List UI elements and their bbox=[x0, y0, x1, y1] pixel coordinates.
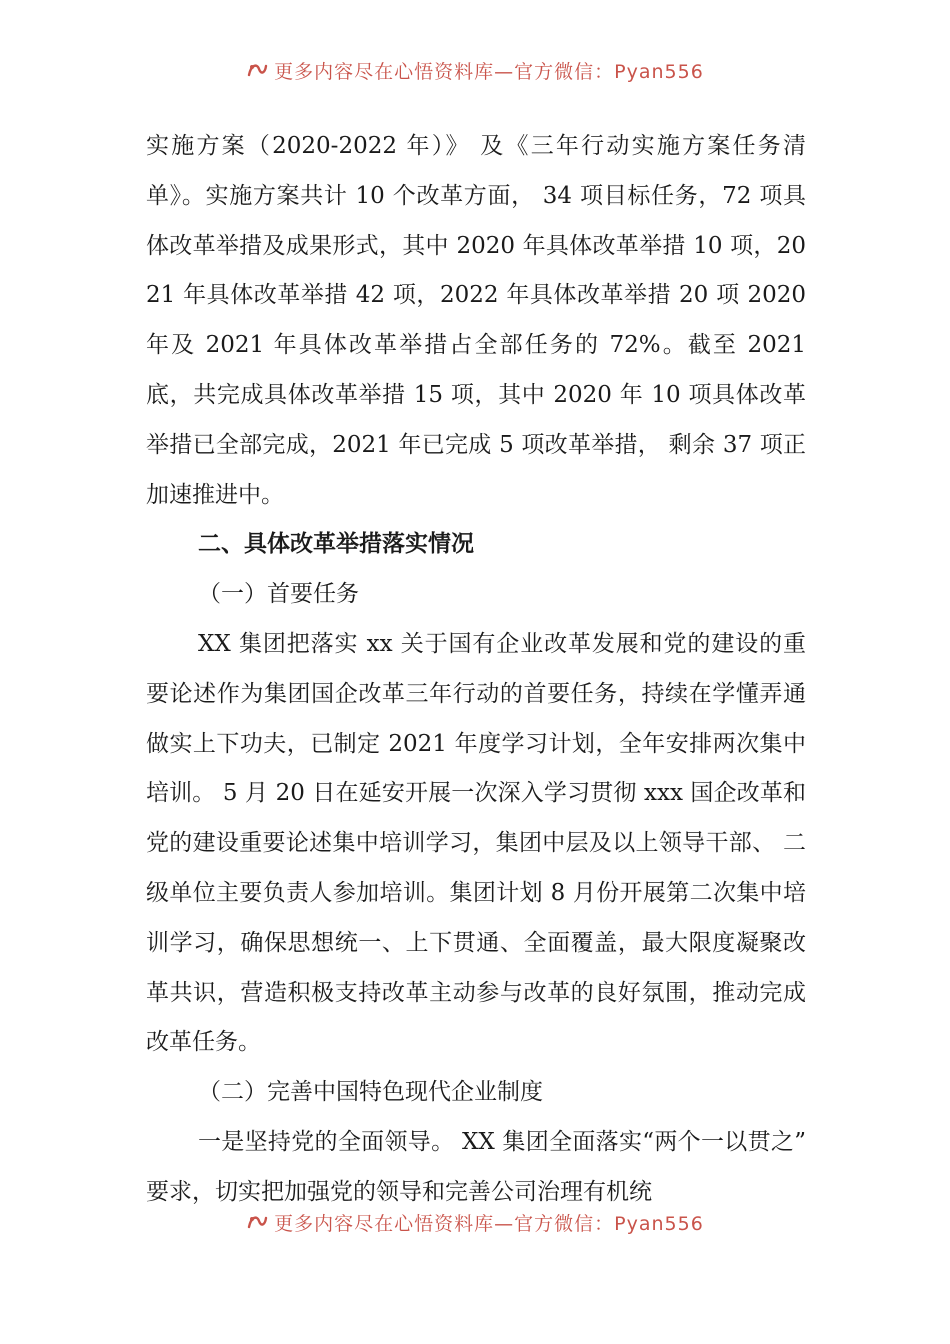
subsection-title-enterprise-system: （二）完善中国特色现代企业制度 bbox=[198, 1079, 543, 1106]
watermark-text: 更多内容尽在心悟资料库—官方微信：Pyan556 bbox=[274, 60, 704, 82]
paragraph-implementation-summary: 实施方案（2020-2022 年）》 及《三年行动实施方案任务清单》。实施方案共计 10 个改革方面， 34 项目标任务，72 项具体改革举措及成果形式，其中 2020 年具体改革举措 10 项，2021 年具体改革举措 42 项，2022 年具体改革举措 20 项 2020 年及 2021 年具体改革举措占全部任务的 72%。截至 2021 底，共完成具体改革举措 15 项，其中 2020 年 10 项具体改革举措已全部完成，2021 年已完成 5 项改革举措， 剩余 37 项正加速推进中。 bbox=[146, 133, 806, 508]
subsection-title-primary-task: （一）首要任务 bbox=[198, 581, 359, 608]
paragraph-party-leadership: 一是坚持党的全面领导。 XX 集团全面落实“两个一以贯之” 要求，切实把加强党的领导和完善公司治理有机统 bbox=[146, 1128, 806, 1205]
logo-icon bbox=[246, 1213, 268, 1231]
paragraph-primary-task: XX 集团把落实 xx 关于国有企业改革发展和党的建设的重要论述作为集团国企改革三年行动的首要任务，持续在学懂弄通做实上下功夫，已制定 2021 年度学习计划，全年安排两次集中培训。 5 月 20 日在延安开展一次深入学习贯彻 xxx 国企改革和党的建设重要论述集中培训学习，集团中层及以上领导干部、 二级单位主要负责人参加培训。集团计划 8 月份开展第二次集中培训学习，确保思想统一、上下贯通、全面覆盖，最大限度凝聚改革共识，营造积极支持改革主动参与改革的良好氛围，推动完成改革任务。 bbox=[146, 630, 806, 1056]
watermark-header bbox=[0, 58, 950, 82]
section-title: 二、具体改革举措落实情况 bbox=[198, 531, 474, 558]
document-body bbox=[146, 122, 806, 1218]
logo-icon bbox=[246, 61, 268, 79]
watermark-footer bbox=[0, 1210, 950, 1234]
watermark-text: 更多内容尽在心悟资料库—官方微信：Pyan556 bbox=[274, 1212, 704, 1234]
